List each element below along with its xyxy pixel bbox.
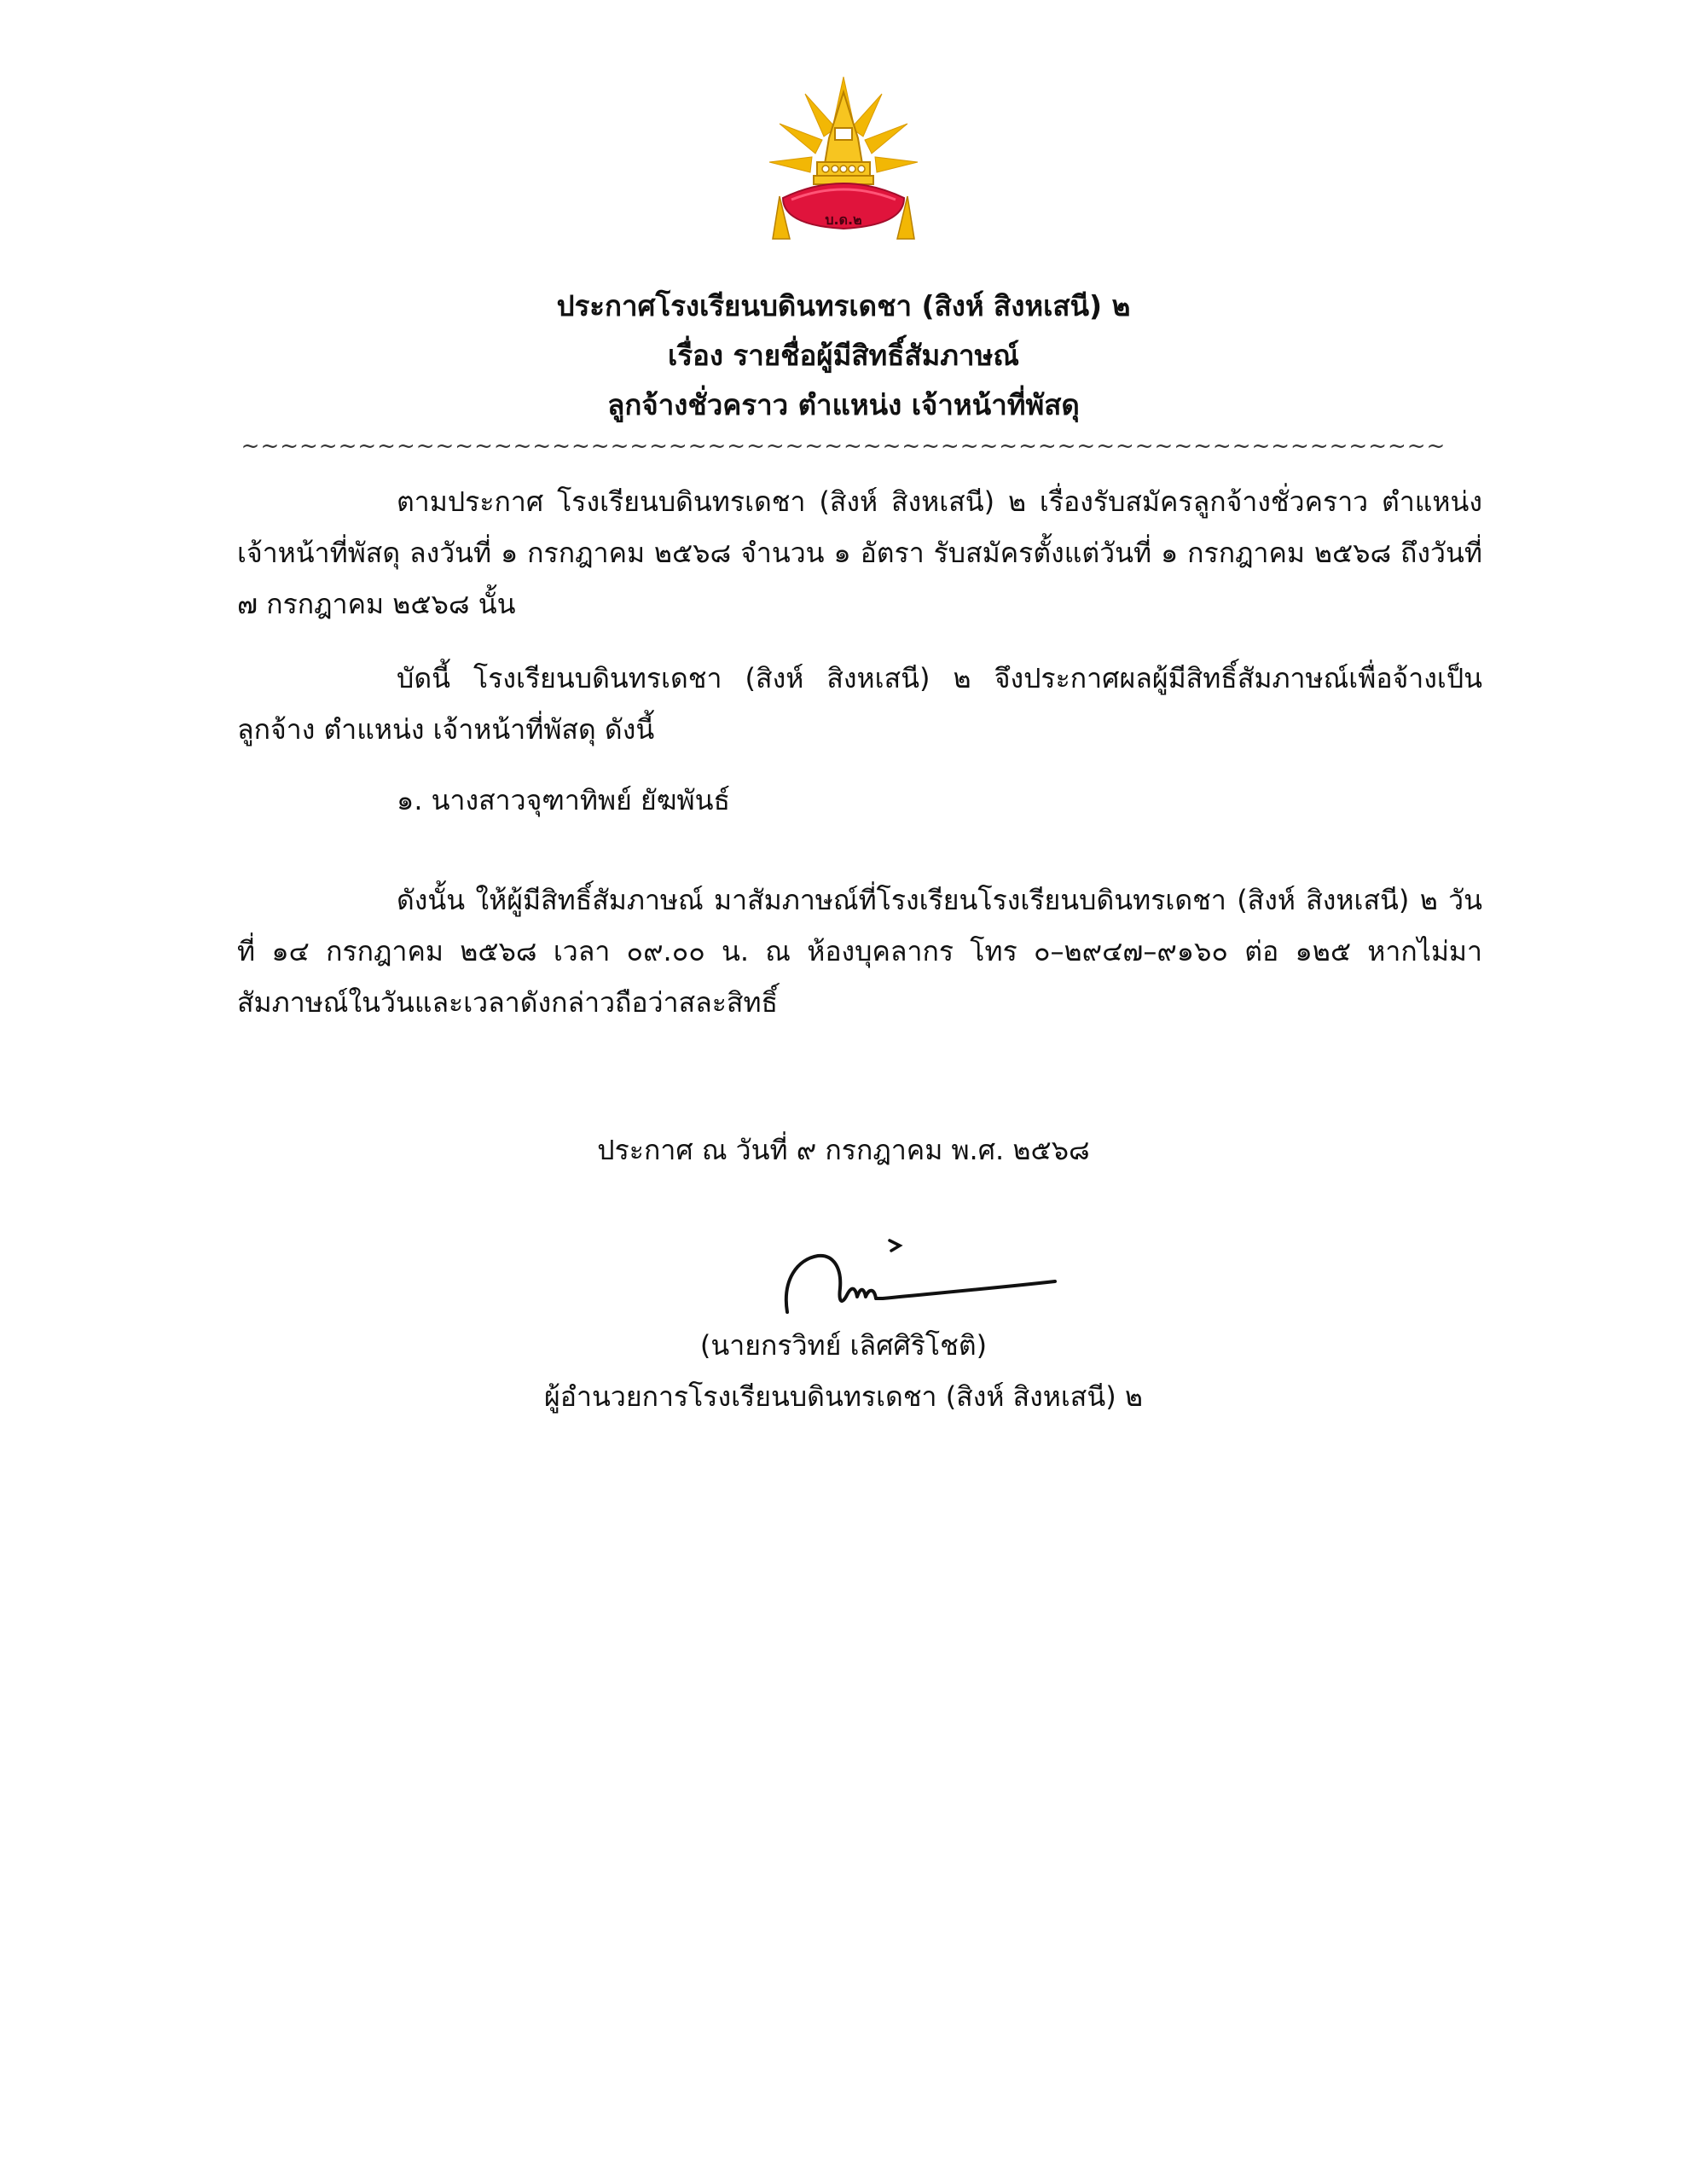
handwritten-signature: [780, 1228, 1062, 1322]
signer-name: (นายกรวิทย์ เลิศศิริโชติ): [699, 1329, 988, 1362]
paragraph-3-text: ดังนั้น ให้ผู้มีสิทธิ์สัมภาษณ์ มาสัมภาษณ์ที่โรงเรียนโรงเรียนบดินทรเดชา (สิงห์ สิงหเสนี) ๒ วันที่ ๑๔ กรกฎาคม ๒๕๖๘ เวลา ๐๙.๐๐ น. ณ ห้องบุคลากร โทร ๐–๒๙๔๗–๙๑๖๐ ต่อ ๑๒๕ หากไม่มาสัมภาษณ์ในวันและเวลาดังกล่าวถือว่าสละสิทธิ์: [237, 884, 1482, 1019]
announcement-date: ประกาศ ณ วันที่ ๙ กรกฎาคม พ.ศ. ๒๕๖๘: [597, 1134, 1090, 1166]
title-line-3: ลูกจ้างชั่วคราว ตำแหน่ง เจ้าหน้าที่พัสดุ: [607, 388, 1080, 421]
paragraph-1: [237, 476, 1482, 630]
paragraph-3: [237, 874, 1482, 1028]
candidate-list-item: ๑. นางสาวจุฑาทิพย์ ยัฆพันธ์: [397, 784, 730, 816]
tilde-divider: ~~~~~~~~~~~~~~~~~~~~~~~~~~~~~~~~~~~~~~~~~~~~~~~~~~~~~~~~~~~~~~: [241, 433, 1446, 459]
title-line-2: เรื่อง รายชื่อผู้มีสิทธิ์สัมภาษณ์: [668, 339, 1019, 372]
announcement-title: [0, 282, 1687, 430]
title-line-1: ประกาศโรงเรียนบดินทรเดชา (สิงห์ สิงหเสนี) ๒: [556, 289, 1131, 322]
signer-block: [0, 1320, 1687, 1422]
paragraph-2-text: บัดนี้ โรงเรียนบดินทรเดชา (สิงห์ สิงหเสนี) ๒ จึงประกาศผลผู้มีสิทธิ์สัมภาษณ์เพื่อจ้างเป็นลูกจ้าง ตำแหน่ง เจ้าหน้าที่พัสดุ ดังนี้: [237, 662, 1482, 746]
signer-position: ผู้อำนวยการโรงเรียนบดินทรเดชา (สิงห์ สิงหเสนี) ๒: [544, 1380, 1143, 1413]
emblem-label: บ.ด.๒: [825, 212, 862, 228]
paragraph-1-text: ตามประกาศ โรงเรียนบดินทรเดชา (สิงห์ สิงหเสนี) ๒ เรื่องรับสมัครลูกจ้างชั่วคราว ตำแหน่ง เจ้าหน้าที่พัสดุ ลงวันที่ ๑ กรกฎาคม ๒๕๖๘ จำนวน ๑ อัตรา รับสมัครตั้งแต่วันที่ ๑ กรกฎาคม ๒๕๖๘ ถึงวันที่ ๗ กรกฎาคม ๒๕๖๘ นั้น: [237, 485, 1482, 620]
paragraph-2: [237, 653, 1482, 755]
